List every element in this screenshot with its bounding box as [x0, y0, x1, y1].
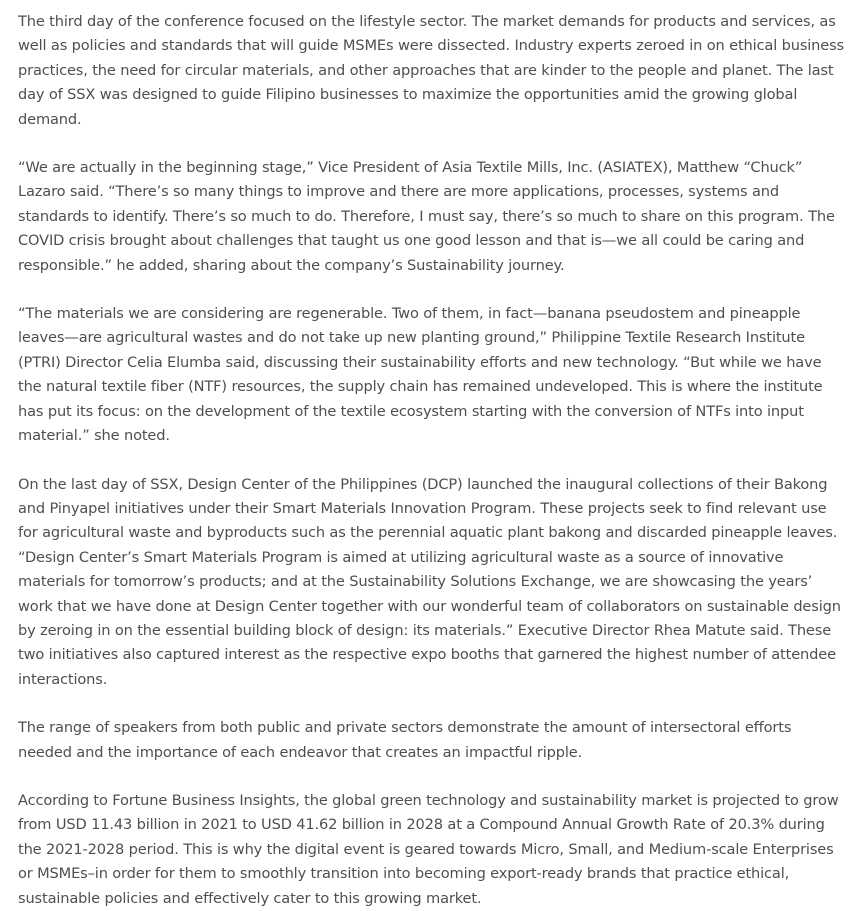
paragraph-market-growth: According to Fortune Business Insights, the global green technology and sustainability market is projected to grow from USD 11.43 billion in 2021 to USD 41.62 billion in 2028 at a Compound Annual Growth Rate of 20.3% during the 2021-2028 period. This is why the digital event is geared towards Micro, Small, and Medium-scale Enterprises or MSMEs–in order for them to smoothly transition into becoming export-ready brands that practice ethical, sustainable policies and effectively cater to this growing market.	[18, 791, 839, 907]
paragraph-dcp-launch: On the last day of SSX, Design Center of the Philippines (DCP) launched the inaugural collections of their Bakong and Pinyapel initiatives under their Smart Materials Innovation Program. These projects seek to find relevant use for agricultural waste and byproducts such as the perennial aquatic plant bakong and discarded pineapple leaves. “Design Center’s Smart Materials Program is aimed at utilizing agricultural waste as a source of innovative materials for tomorrow’s products; and at the Sustainability Solutions Exchange, we are showcasing the years’ work that we have done at Design Center together with our wonderful team of collaborators on sustainable design by zeroing in on the essential building block of design: its materials.” Executive Director Rhea Matute said. These two initiatives also captured interest as the respective expo booths that garnered the highest number of attendee interactions.	[18, 475, 841, 688]
paragraph-lifestyle-sector: The third day of the conference focused on the lifestyle sector. The market demands for products and services, as well as policies and standards that will guide MSMEs were dissected. Industry experts zeroed in on ethical business practices, the need for circular materials, and other approaches that are kinder to the people and planet. The last day of SSX was designed to guide Filipino businesses to maximize the opportunities amid the growing global demand.	[18, 13, 845, 128]
paragraph-ptri-quote: “The materials we are considering are regenerable. Two of them, in fact—banana pseudostem and pineapple leaves—are agricultural wastes and do not take up new planting ground,” Philippine Textile Research Institute (PTRI) Director Celia Elumba said, discussing their sustainability efforts and new technology. “But while we have the natural textile fiber (NTF) resources, the supply chain has remained undeveloped. This is where the institute has put its focus: on the development of the textile ecosystem starting with the conversion of NTFs into input material.” she noted.	[18, 305, 823, 445]
paragraph-speakers: The range of speakers from both public and private sectors demonstrate the amount of intersectoral efforts needed and the importance of each endeavor that creates an impactful ripple.	[18, 719, 792, 761]
paragraph-asiatex-quote: “We are actually in the beginning stage,” Vice President of Asia Textile Mills, Inc. (ASIATEX), Matthew “Chuck” Lazaro said. “There’s so many things to improve and there are more applications, processes, systems and standards to identify. There’s so much to do. Therefore, I must say, there’s so much to share on this program. The COVID crisis brought about challenges that taught us one good lesson and that is—we all could be caring and responsible.” he added, sharing about the company’s Sustainability journey.	[18, 159, 835, 274]
